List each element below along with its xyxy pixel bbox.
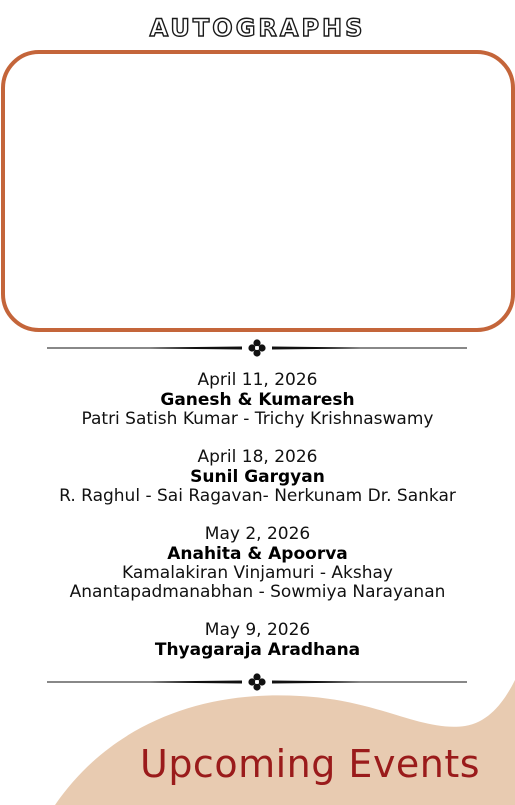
autograph-box <box>1 50 515 332</box>
event-item <box>0 448 515 506</box>
autographs-heading: AUTOGRAPHS <box>149 14 366 42</box>
event-date: April 18, 2026 <box>197 447 318 467</box>
event-artist: Thyagaraja Aradhana <box>154 640 361 660</box>
event-accompanists: Kamalakiran Vinjamuri - Akshay Anantapadmanabhan - Sowmiya Narayanan <box>69 563 446 602</box>
event-artist: Anahita & Apoorva <box>167 544 348 564</box>
event-accompanists: Patri Satish Kumar - Trichy Krishnaswamy <box>81 409 434 429</box>
event-item <box>0 525 515 602</box>
ornament-divider-icon <box>47 338 467 358</box>
event-date: April 11, 2026 <box>197 370 318 390</box>
event-artist: Sunil Gargyan <box>190 467 325 487</box>
event-item <box>0 371 515 429</box>
event-artist: Ganesh & Kumaresh <box>160 390 355 410</box>
events-list <box>0 371 515 660</box>
event-accompanists: R. Raghul - Sai Ragavan- Nerkunam Dr. Sankar <box>59 486 456 506</box>
event-date: May 9, 2026 <box>204 620 311 640</box>
event-item <box>0 621 515 660</box>
upcoming-events-title: Upcoming Events <box>140 742 481 786</box>
event-date: May 2, 2026 <box>204 524 311 544</box>
